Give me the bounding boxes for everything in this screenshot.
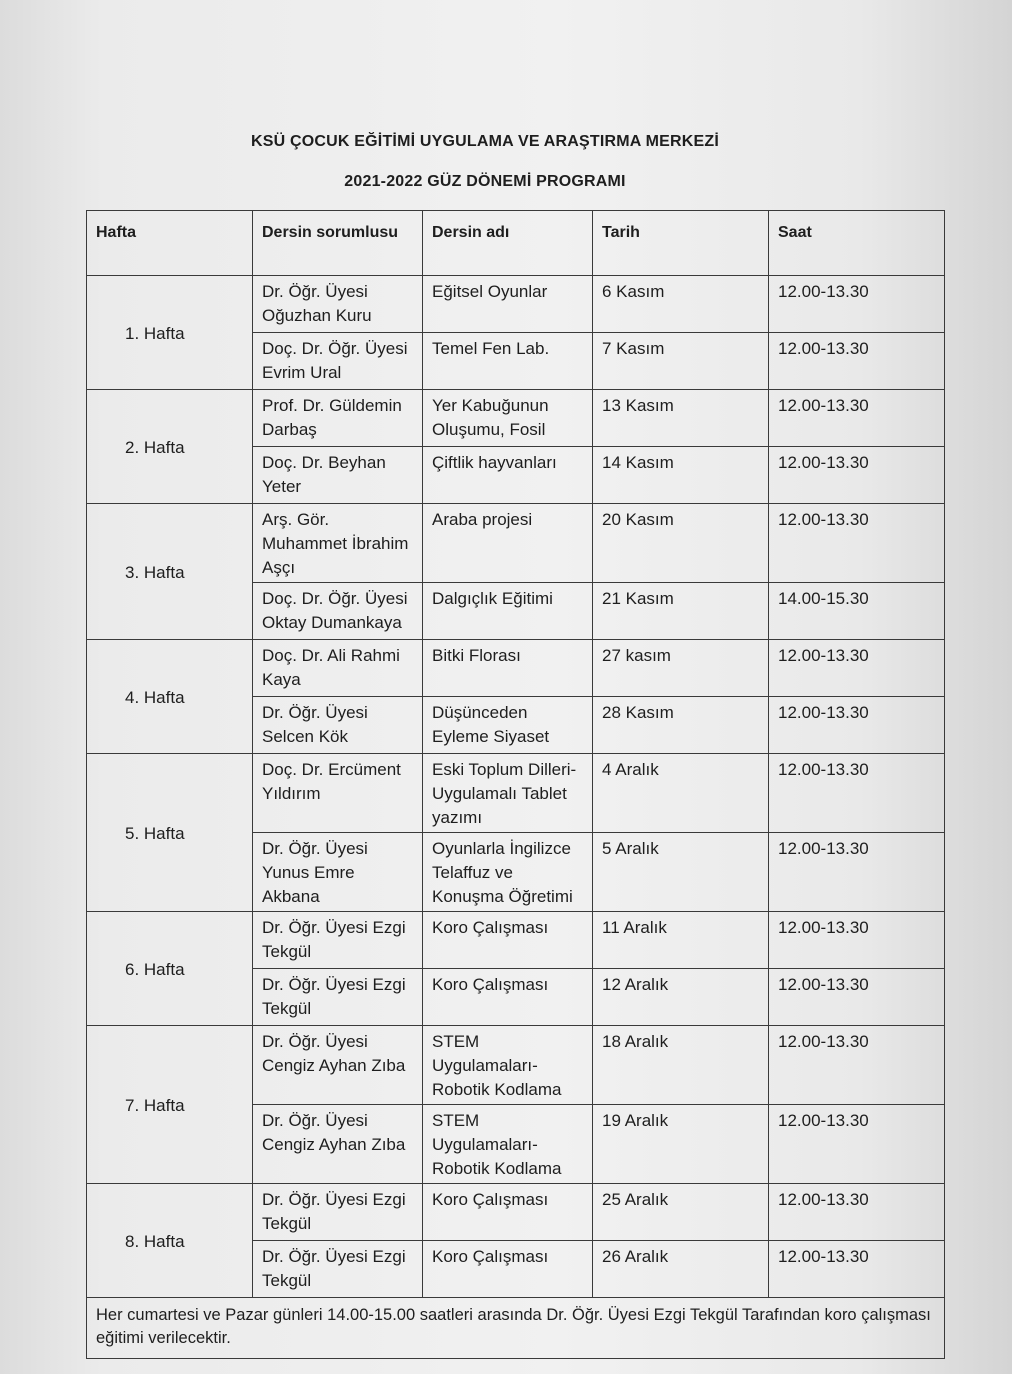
- date-cell: 20 Kasım: [593, 504, 769, 583]
- date-cell: 6 Kasım: [593, 276, 769, 333]
- instructor-cell: Prof. Dr. Güldemin Darbaş: [253, 390, 423, 447]
- time-cell: 12.00-13.30: [769, 504, 945, 583]
- date-cell: 4 Aralık: [593, 754, 769, 833]
- table-row: [87, 1026, 945, 1105]
- table-row: [87, 912, 945, 969]
- instructor-cell: Dr. Öğr. Üyesi Cengiz Ayhan Zıba: [253, 1026, 423, 1105]
- date-cell: 26 Aralık: [593, 1241, 769, 1298]
- header-week: Hafta: [87, 211, 253, 276]
- instructor-cell: Dr. Öğr. Üyesi Yunus Emre Akbana: [253, 833, 423, 912]
- time-cell: 12.00-13.30: [769, 640, 945, 697]
- time-cell: 12.00-13.30: [769, 833, 945, 912]
- instructor-cell: Dr. Öğr. Üyesi Ezgi Tekgül: [253, 1184, 423, 1241]
- date-cell: 18 Aralık: [593, 1026, 769, 1105]
- course-cell: Bitki Florası: [423, 640, 593, 697]
- course-cell: Araba projesi: [423, 504, 593, 583]
- week-cell: 4. Hafta: [87, 640, 253, 754]
- schedule-table-body: [87, 211, 945, 1359]
- instructor-cell: Dr. Öğr. Üyesi Ezgi Tekgül: [253, 969, 423, 1026]
- footer-row: [87, 1298, 945, 1359]
- date-cell: 28 Kasım: [593, 697, 769, 754]
- week-cell: 1. Hafta: [87, 276, 253, 390]
- week-cell: 3. Hafta: [87, 504, 253, 640]
- instructor-cell: Dr. Öğr. Üyesi Selcen Kök: [253, 697, 423, 754]
- table-row: [87, 1184, 945, 1241]
- course-cell: Eğitsel Oyunlar: [423, 276, 593, 333]
- course-cell: Koro Çalışması: [423, 912, 593, 969]
- date-cell: 14 Kasım: [593, 447, 769, 504]
- date-cell: 21 Kasım: [593, 583, 769, 640]
- date-cell: 7 Kasım: [593, 333, 769, 390]
- header-instructor: Dersin sorumlusu: [253, 211, 423, 276]
- date-cell: 19 Aralık: [593, 1105, 769, 1184]
- course-cell: Eski Toplum Dilleri-Uygulamalı Tablet yazımı: [423, 754, 593, 833]
- table-row: [87, 390, 945, 447]
- time-cell: 14.00-15.30: [769, 583, 945, 640]
- time-cell: 12.00-13.30: [769, 912, 945, 969]
- date-cell: 5 Aralık: [593, 833, 769, 912]
- header-date: Tarih: [593, 211, 769, 276]
- document-title: KSÜ ÇOCUK EĞİTİMİ UYGULAMA VE ARAŞTIRMA MERKEZİ: [250, 133, 720, 150]
- instructor-cell: Dr. Öğr. Üyesi Ezgi Tekgül: [253, 912, 423, 969]
- instructor-cell: Dr. Öğr. Üyesi Ezgi Tekgül: [253, 1241, 423, 1298]
- week-cell: 6. Hafta: [87, 912, 253, 1026]
- time-cell: 12.00-13.30: [769, 1184, 945, 1241]
- time-cell: 12.00-13.30: [769, 1241, 945, 1298]
- footer-note: Her cumartesi ve Pazar günleri 14.00-15.00 saatleri arasında Dr. Öğr. Üyesi Ezgi Tekgül Tarafından koro çalışması eğitimi verilecektir.: [87, 1298, 945, 1359]
- date-cell: 25 Aralık: [593, 1184, 769, 1241]
- course-cell: Koro Çalışması: [423, 969, 593, 1026]
- table-header-row: [87, 211, 945, 276]
- course-cell: STEM Uygulamaları-Robotik Kodlama: [423, 1105, 593, 1184]
- instructor-cell: Arş. Gör. Muhammet İbrahim Aşçı: [253, 504, 423, 583]
- course-cell: Düşünceden Eyleme Siyaset: [423, 697, 593, 754]
- course-cell: Koro Çalışması: [423, 1241, 593, 1298]
- time-cell: 12.00-13.30: [769, 697, 945, 754]
- week-cell: 5. Hafta: [87, 754, 253, 912]
- instructor-cell: Dr. Öğr. Üyesi Cengiz Ayhan Zıba: [253, 1105, 423, 1184]
- instructor-cell: Dr. Öğr. Üyesi Oğuzhan Kuru: [253, 276, 423, 333]
- date-cell: 27 kasım: [593, 640, 769, 697]
- time-cell: 12.00-13.30: [769, 333, 945, 390]
- course-cell: Çiftlik hayvanları: [423, 447, 593, 504]
- header-time: Saat: [769, 211, 945, 276]
- instructor-cell: Doç. Dr. Ali Rahmi Kaya: [253, 640, 423, 697]
- time-cell: 12.00-13.30: [769, 1105, 945, 1184]
- course-cell: Koro Çalışması: [423, 1184, 593, 1241]
- date-cell: 11 Aralık: [593, 912, 769, 969]
- header-course: Dersin adı: [423, 211, 593, 276]
- time-cell: 12.00-13.30: [769, 1026, 945, 1105]
- course-cell: Temel Fen Lab.: [423, 333, 593, 390]
- course-cell: STEM Uygulamaları-Robotik Kodlama: [423, 1026, 593, 1105]
- week-cell: 7. Hafta: [87, 1026, 253, 1184]
- course-cell: Yer Kabuğunun Oluşumu, Fosil: [423, 390, 593, 447]
- schedule-table: [86, 210, 945, 1359]
- date-cell: 13 Kasım: [593, 390, 769, 447]
- course-cell: Oyunlarla İngilizce Telaffuz ve Konuşma Öğretimi: [423, 833, 593, 912]
- table-row: [87, 504, 945, 583]
- time-cell: 12.00-13.30: [769, 447, 945, 504]
- table-row: [87, 276, 945, 333]
- instructor-cell: Doç. Dr. Öğr. Üyesi Oktay Dumankaya: [253, 583, 423, 640]
- table-row: [87, 754, 945, 833]
- time-cell: 12.00-13.30: [769, 754, 945, 833]
- time-cell: 12.00-13.30: [769, 276, 945, 333]
- course-cell: Dalgıçlık Eğitimi: [423, 583, 593, 640]
- instructor-cell: Doç. Dr. Beyhan Yeter: [253, 447, 423, 504]
- instructor-cell: Doç. Dr. Öğr. Üyesi Evrim Ural: [253, 333, 423, 390]
- table-row: [87, 640, 945, 697]
- week-cell: 2. Hafta: [87, 390, 253, 504]
- time-cell: 12.00-13.30: [769, 969, 945, 1026]
- time-cell: 12.00-13.30: [769, 390, 945, 447]
- date-cell: 12 Aralık: [593, 969, 769, 1026]
- document-subtitle: 2021-2022 GÜZ DÖNEMİ PROGRAMI: [344, 173, 626, 190]
- instructor-cell: Doç. Dr. Ercüment Yıldırım: [253, 754, 423, 833]
- week-cell: 8. Hafta: [87, 1184, 253, 1298]
